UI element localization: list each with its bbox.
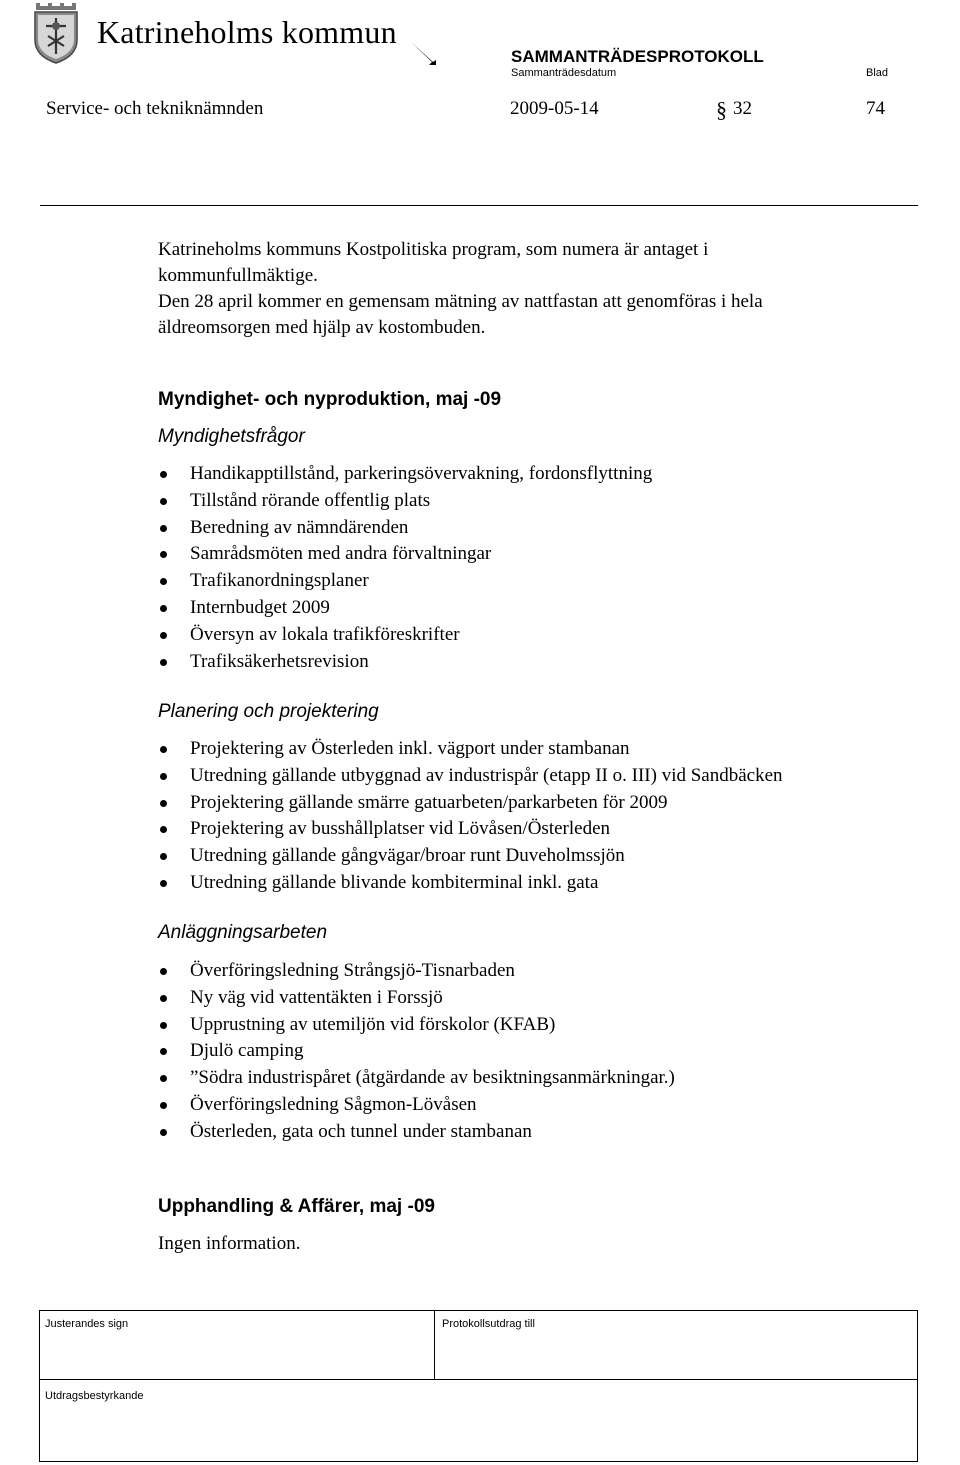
- org-name: Katrineholms kommun: [97, 14, 397, 50]
- paragraph-number: 32: [733, 98, 752, 119]
- list-item: Överföringsledning Sågmon-Lövåsen: [158, 1092, 918, 1119]
- section-heading-upphandling: Upphandling & Affärer, maj -09: [158, 1196, 435, 1217]
- list-item: Tillstånd rörande offentlig plats: [158, 488, 918, 515]
- section-body-upphandling: Ingen information.: [158, 1233, 301, 1254]
- list-myndighetsfragor: [158, 461, 918, 675]
- list-anlaggningsarbeten: [158, 958, 918, 1146]
- footer-divider-horizontal: [40, 1379, 917, 1380]
- subheading-anlaggningsarbeten: Anläggningsarbeten: [158, 922, 328, 943]
- list-item: Ny väg vid vattentäkten i Forssjö: [158, 985, 918, 1012]
- intro-line-2: kommunfullmäktige.: [158, 265, 318, 286]
- logo-swoosh-icon: [409, 40, 437, 66]
- list-item: Projektering gällande smärre gatuarbeten/parkarbeten för 2009: [158, 790, 918, 817]
- list-item: Trafikanordningsplaner: [158, 568, 918, 595]
- page-label: Blad: [866, 67, 889, 79]
- list-planering: [158, 736, 918, 897]
- list-item: Överföringsledning Strångsjö-Tisnarbaden: [158, 958, 918, 985]
- list-item: Utredning gällande gångvägar/broar runt Duveholmssjön: [158, 843, 918, 870]
- list-item: Projektering av busshållplatser vid Lövåsen/Österleden: [158, 816, 918, 843]
- certification-label: Utdragsbestyrkande: [45, 1390, 144, 1402]
- extract-label: Protokollsutdrag till: [442, 1318, 535, 1330]
- list-item: Djulö camping: [158, 1038, 918, 1065]
- list-item: Internbudget 2009: [158, 595, 918, 622]
- subheading-myndighetsfragor: Myndighetsfrågor: [158, 426, 305, 447]
- paragraph-sign: §: [716, 97, 727, 122]
- footer-divider-vertical: [434, 1311, 435, 1379]
- list-item: Trafiksäkerhetsrevision: [158, 649, 918, 676]
- coat-of-arms-logo: [32, 2, 80, 64]
- list-item: Österleden, gata och tunnel under stambanan: [158, 1119, 918, 1146]
- subheading-planering: Planering och projektering: [158, 701, 379, 722]
- list-item: Utredning gällande blivande kombiterminal inkl. gata: [158, 870, 918, 897]
- meeting-date-label: Sammanträdesdatum: [511, 67, 617, 79]
- footer-signature-box: [39, 1310, 918, 1462]
- sign-label: Justerandes sign: [45, 1318, 129, 1330]
- intro-line-3: Den 28 april kommer en gemensam mätning av nattfastan att genomföras i hela: [158, 291, 763, 312]
- committee-name: Service- och tekniknämnden: [46, 98, 264, 119]
- meeting-date: 2009-05-14: [510, 98, 599, 119]
- list-item: Projektering av Österleden inkl. vägport under stambanan: [158, 736, 918, 763]
- list-item: Översyn av lokala trafikföreskrifter: [158, 622, 918, 649]
- list-item: Utredning gällande utbyggnad av industrispår (etapp II o. III) vid Sandbäcken: [158, 763, 918, 790]
- list-item: Upprustning av utemiljön vid förskolor (KFAB): [158, 1012, 918, 1039]
- intro-line-1: Katrineholms kommuns Kostpolitiska program, som numera är antaget i: [158, 239, 709, 260]
- list-item: Handikapptillstånd, parkeringsövervakning, fordonsflyttning: [158, 461, 918, 488]
- list-item: ”Södra industrispåret (åtgärdande av besiktningsanmärkningar.): [158, 1065, 918, 1092]
- intro-line-4: äldreomsorgen med hjälp av kostombuden.: [158, 317, 486, 338]
- page-number: 74: [866, 98, 885, 119]
- document-type: SAMMANTRÄDESPROTOKOLL: [511, 47, 764, 66]
- list-item: Samrådsmöten med andra förvaltningar: [158, 541, 918, 568]
- section-heading-myndighet: Myndighet- och nyproduktion, maj -09: [158, 389, 502, 410]
- list-item: Beredning av nämndärenden: [158, 515, 918, 542]
- header-divider: [40, 205, 918, 206]
